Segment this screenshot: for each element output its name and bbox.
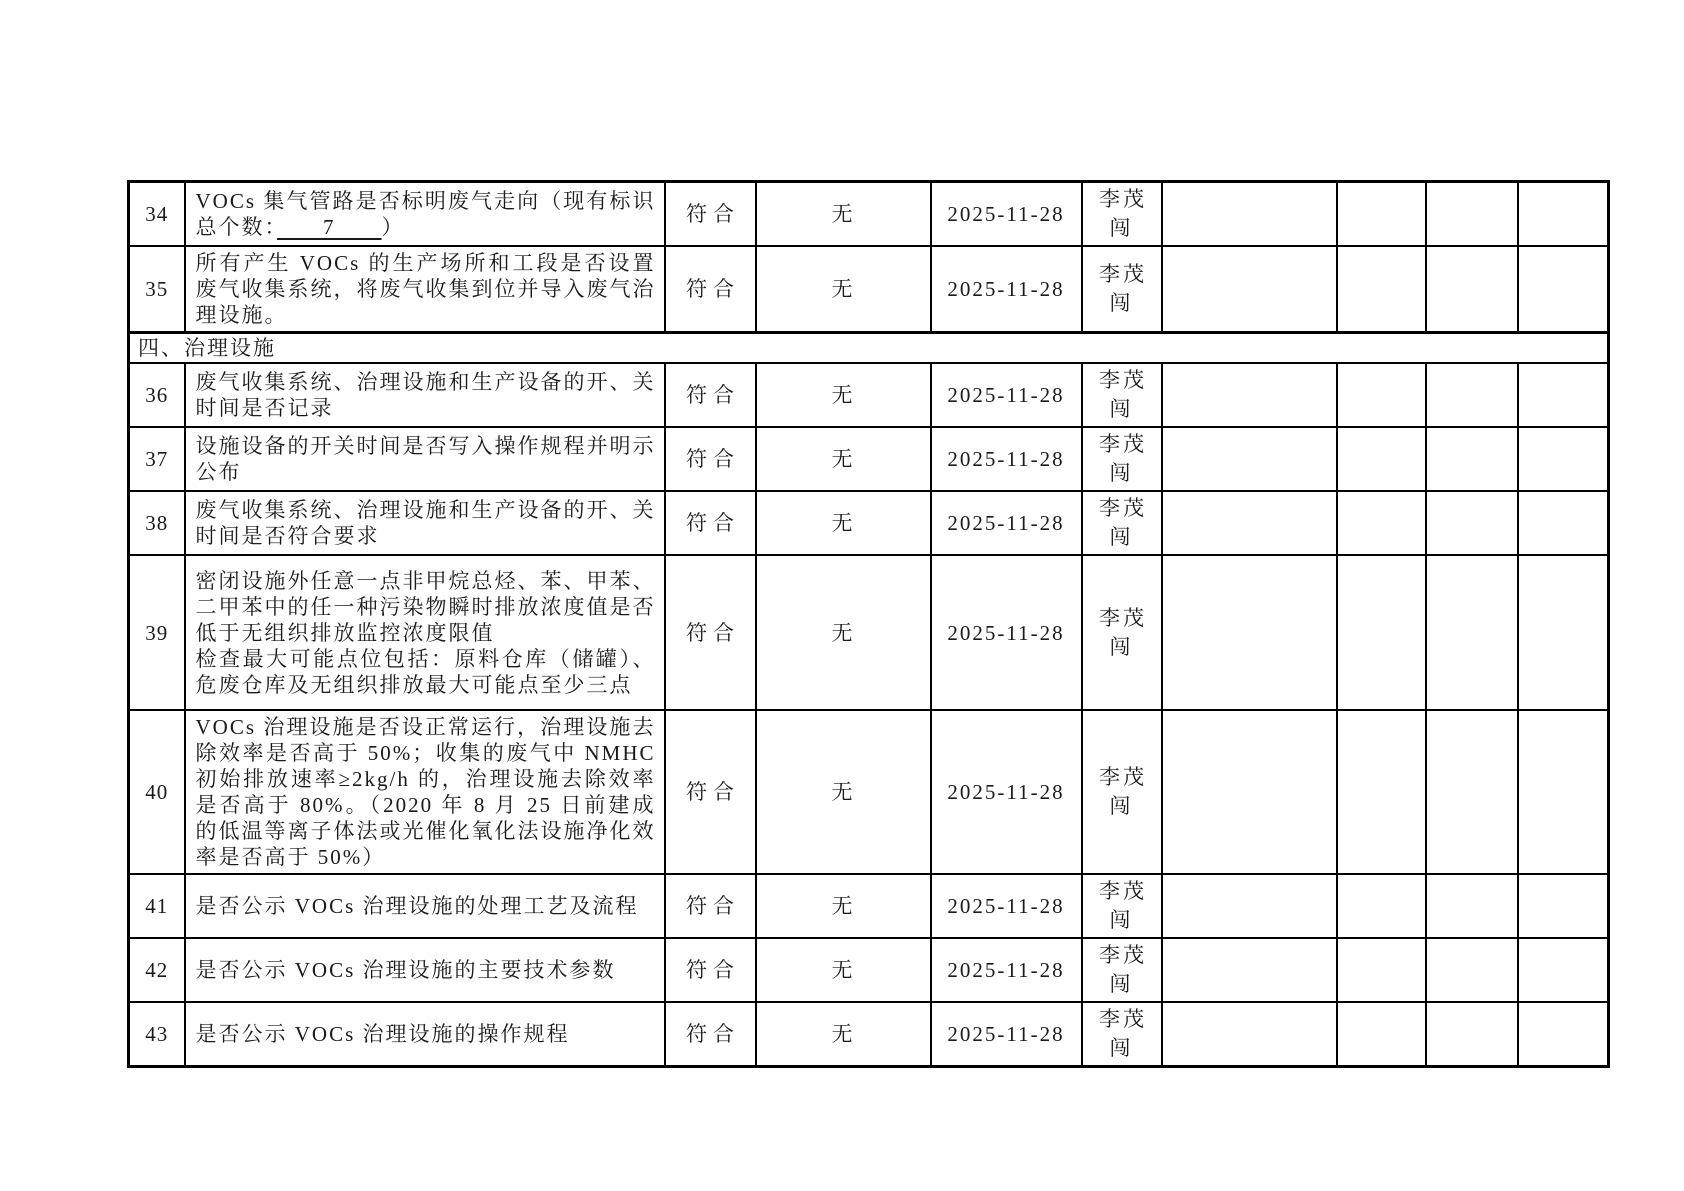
date-cell: 2025-11-28 — [931, 246, 1082, 333]
item-text-after: ） — [381, 215, 405, 239]
section-header-label: 四、治理设施 — [129, 333, 1609, 364]
empty-cell — [1426, 363, 1518, 427]
date-cell: 2025-11-28 — [931, 182, 1082, 247]
inspector-name-part: 闯 — [1109, 794, 1134, 818]
inspection-checklist-table — [127, 180, 1610, 1068]
empty-cell — [1162, 938, 1337, 1002]
result-cell: 符合 — [665, 710, 756, 874]
empty-cell — [1162, 182, 1337, 247]
item-text: 是否公示 VOCs 治理设施的主要技术参数 — [185, 938, 665, 1002]
table-row-34 — [129, 182, 1609, 247]
inspector-cell — [1082, 874, 1162, 938]
row-number: 36 — [129, 363, 185, 427]
table-row-39 — [129, 555, 1609, 710]
row-number: 35 — [129, 246, 185, 333]
empty-cell — [1518, 555, 1609, 710]
result-cell: 符合 — [665, 182, 756, 247]
result-cell: 符合 — [665, 363, 756, 427]
empty-cell — [1337, 246, 1426, 333]
problem-cell: 无 — [756, 182, 931, 247]
result-cell: 符合 — [665, 246, 756, 333]
row-number: 34 — [129, 182, 185, 247]
empty-cell — [1162, 1002, 1337, 1067]
date-cell: 2025-11-28 — [931, 938, 1082, 1002]
inspector-name-part: 李茂 — [1099, 368, 1147, 392]
empty-cell — [1337, 555, 1426, 710]
result-cell: 符合 — [665, 938, 756, 1002]
problem-cell: 无 — [756, 938, 931, 1002]
empty-cell — [1518, 246, 1609, 333]
row-number: 38 — [129, 491, 185, 555]
row-number: 39 — [129, 555, 185, 710]
empty-cell — [1518, 427, 1609, 491]
row-number: 40 — [129, 710, 185, 874]
item-text-paragraph: 密闭设施外任意一点非甲烷总烃、苯、甲苯、二甲苯中的任一种污染物瞬时排放浓度值是否低于无组织排放监控浓度限值 — [195, 568, 656, 645]
blank-filled-value: 7 — [277, 215, 382, 239]
table-row-40 — [129, 710, 1609, 874]
inspector-name-part: 闯 — [1109, 461, 1134, 485]
date-cell: 2025-11-28 — [931, 710, 1082, 874]
item-text: VOCs 治理设施是否设正常运行，治理设施去除效率是否高于 50%；收集的废气中 NMHC 初始排放速率≥2kg/h 的，治理设施去除效率是否高于 80%。（2020 年 8 月 25 日前建成的低温等离子体法或光催化氧化法设施净化效率是否高于 50%） — [185, 710, 665, 874]
inspector-cell — [1082, 363, 1162, 427]
empty-cell — [1426, 427, 1518, 491]
empty-cell — [1426, 491, 1518, 555]
empty-cell — [1426, 1002, 1518, 1067]
inspector-name-part: 李茂 — [1099, 879, 1147, 903]
date-cell: 2025-11-28 — [931, 491, 1082, 555]
inspector-cell — [1082, 555, 1162, 710]
result-cell: 符合 — [665, 491, 756, 555]
empty-cell — [1162, 555, 1337, 710]
inspector-name-part: 闯 — [1109, 1036, 1134, 1060]
inspector-cell — [1082, 427, 1162, 491]
date-cell: 2025-11-28 — [931, 1002, 1082, 1067]
inspector-name-part: 闯 — [1109, 908, 1134, 932]
empty-cell — [1337, 710, 1426, 874]
inspector-name-part: 李茂 — [1099, 432, 1147, 456]
item-text: 废气收集系统、治理设施和生产设备的开、关时间是否符合要求 — [185, 491, 665, 555]
item-text-before: VOCs 集气管路是否标明废气走向（现有标识总个数： — [195, 189, 656, 239]
empty-cell — [1162, 427, 1337, 491]
empty-cell — [1337, 182, 1426, 247]
date-cell: 2025-11-28 — [931, 874, 1082, 938]
inspector-name-part: 闯 — [1109, 291, 1134, 315]
empty-cell — [1162, 491, 1337, 555]
empty-cell — [1518, 710, 1609, 874]
date-cell: 2025-11-28 — [931, 363, 1082, 427]
inspector-name-part: 闯 — [1109, 397, 1134, 421]
empty-cell — [1337, 427, 1426, 491]
inspector-cell — [1082, 938, 1162, 1002]
item-text — [185, 182, 665, 247]
empty-cell — [1426, 874, 1518, 938]
inspector-name-part: 李茂 — [1099, 262, 1147, 286]
item-text-paragraph: 检查最大可能点位包括：原料仓库（储罐）、危废仓库及无组织排放最大可能点至少三点 — [195, 646, 656, 697]
empty-cell — [1426, 938, 1518, 1002]
empty-cell — [1518, 1002, 1609, 1067]
empty-cell — [1162, 710, 1337, 874]
problem-cell: 无 — [756, 363, 931, 427]
inspector-name-part: 李茂 — [1099, 765, 1147, 789]
empty-cell — [1162, 363, 1337, 427]
problem-cell: 无 — [756, 491, 931, 555]
empty-cell — [1162, 246, 1337, 333]
empty-cell — [1518, 491, 1609, 555]
item-text: 是否公示 VOCs 治理设施的处理工艺及流程 — [185, 874, 665, 938]
empty-cell — [1426, 246, 1518, 333]
inspector-cell — [1082, 246, 1162, 333]
row-number: 42 — [129, 938, 185, 1002]
result-cell: 符合 — [665, 874, 756, 938]
inspector-cell — [1082, 182, 1162, 247]
inspector-cell — [1082, 1002, 1162, 1067]
inspector-name-part: 闯 — [1109, 972, 1134, 996]
inspector-name-part: 闯 — [1109, 216, 1134, 240]
table-row-35 — [129, 246, 1609, 333]
section-header-row — [129, 333, 1609, 364]
inspector-cell — [1082, 710, 1162, 874]
empty-cell — [1337, 938, 1426, 1002]
inspector-cell — [1082, 491, 1162, 555]
item-text: 是否公示 VOCs 治理设施的操作规程 — [185, 1002, 665, 1067]
table-row-36 — [129, 363, 1609, 427]
empty-cell — [1337, 363, 1426, 427]
empty-cell — [1426, 710, 1518, 874]
empty-cell — [1518, 182, 1609, 247]
empty-cell — [1426, 555, 1518, 710]
empty-cell — [1518, 363, 1609, 427]
inspector-name-part: 李茂 — [1099, 187, 1147, 211]
empty-cell — [1518, 874, 1609, 938]
problem-cell: 无 — [756, 1002, 931, 1067]
result-cell: 符合 — [665, 1002, 756, 1067]
inspector-name-part: 闯 — [1109, 525, 1134, 549]
problem-cell: 无 — [756, 874, 931, 938]
table-row-38 — [129, 491, 1609, 555]
problem-cell: 无 — [756, 710, 931, 874]
problem-cell: 无 — [756, 246, 931, 333]
table-row-42 — [129, 938, 1609, 1002]
inspector-name-part: 李茂 — [1099, 496, 1147, 520]
inspector-name-part: 李茂 — [1099, 605, 1147, 630]
empty-cell — [1518, 938, 1609, 1002]
problem-cell: 无 — [756, 427, 931, 491]
table-row-43 — [129, 1002, 1609, 1067]
empty-cell — [1337, 874, 1426, 938]
item-text: 废气收集系统、治理设施和生产设备的开、关时间是否记录 — [185, 363, 665, 427]
inspector-name-part: 李茂 — [1099, 1007, 1147, 1031]
item-text — [185, 555, 665, 710]
row-number: 37 — [129, 427, 185, 491]
item-text: 设施设备的开关时间是否写入操作规程并明示公布 — [185, 427, 665, 491]
table-row-41 — [129, 874, 1609, 938]
date-cell: 2025-11-28 — [931, 427, 1082, 491]
row-number: 41 — [129, 874, 185, 938]
row-number: 43 — [129, 1002, 185, 1067]
empty-cell — [1426, 182, 1518, 247]
empty-cell — [1337, 491, 1426, 555]
empty-cell — [1162, 874, 1337, 938]
item-text: 所有产生 VOCs 的生产场所和工段是否设置废气收集系统，将废气收集到位并导入废气治理设施。 — [185, 246, 665, 333]
table-row-37 — [129, 427, 1609, 491]
inspector-name-part: 李茂 — [1099, 943, 1147, 967]
result-cell: 符合 — [665, 427, 756, 491]
inspector-name-part: 闯 — [1109, 634, 1134, 659]
empty-cell — [1337, 1002, 1426, 1067]
problem-cell: 无 — [756, 555, 931, 710]
result-cell: 符合 — [665, 555, 756, 710]
date-cell: 2025-11-28 — [931, 555, 1082, 710]
